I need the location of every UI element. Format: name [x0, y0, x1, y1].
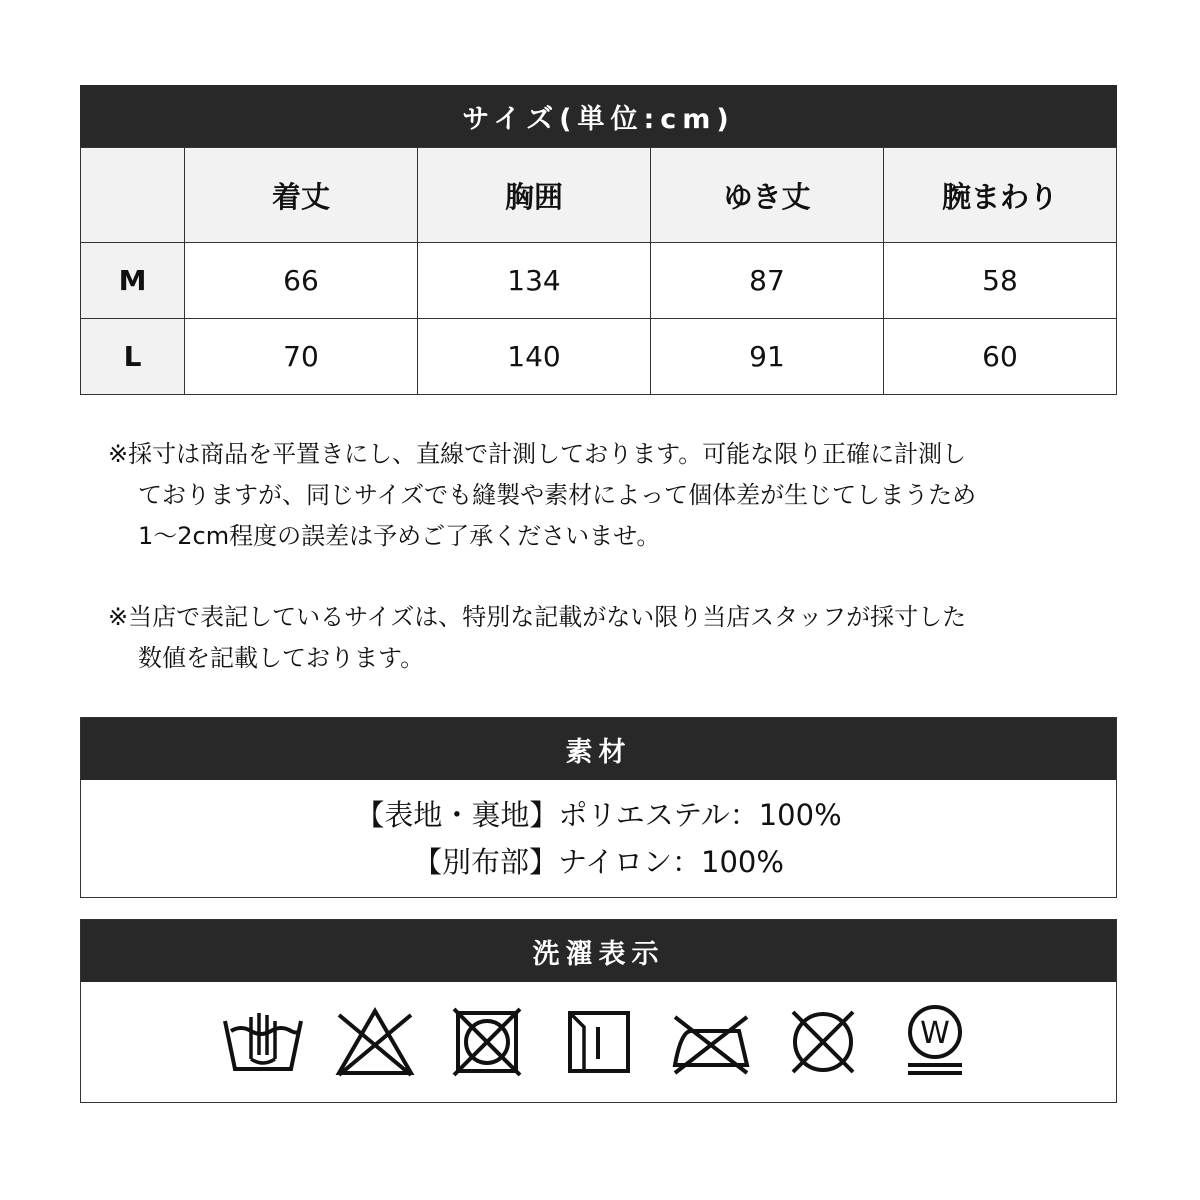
material-line: 【別布部】ナイロン：100% [413, 844, 784, 879]
table-cell: 87 [651, 243, 884, 319]
material-section [80, 717, 1117, 898]
material-line: 【表地・裏地】ポリエステル：100% [355, 797, 842, 832]
note-line: 数値を記載しております。 [138, 644, 425, 672]
row-label: M [81, 243, 185, 319]
table-cell: 140 [418, 319, 651, 395]
note-line: ※当店で表記しているサイズは、特別な記載がない限り当店スタッフが採寸した [108, 603, 967, 631]
table-cell: 66 [185, 243, 418, 319]
table-row [81, 319, 1117, 395]
table-header-row [81, 148, 1117, 243]
material-body [81, 780, 1116, 897]
size-section [80, 85, 1117, 395]
note-line: 1〜2cm程度の誤差は予めご了承くださいませ。 [138, 522, 661, 550]
column-header: 胸囲 [418, 148, 651, 243]
care-title: 洗濯表示 [81, 920, 1116, 982]
size-title: サイズ(単位:cm) [80, 85, 1117, 147]
size-table [80, 147, 1117, 395]
size-source-note [108, 597, 1108, 679]
corner-cell [81, 148, 185, 243]
no-iron-icon [655, 1002, 767, 1082]
no-bleach-icon [319, 1002, 431, 1082]
table-cell: 60 [884, 319, 1117, 395]
table-row [81, 243, 1117, 319]
care-icons [81, 982, 1116, 1102]
row-label: L [81, 319, 185, 395]
table-cell: 134 [418, 243, 651, 319]
care-section [80, 919, 1117, 1103]
no-dry-clean-icon [767, 1002, 879, 1082]
note-line: ※採寸は商品を平置きにし、直線で計測しております。可能な限り正確に計測し [108, 440, 967, 468]
measurement-note [108, 434, 1108, 557]
column-header: 着丈 [185, 148, 418, 243]
column-header: 腕まわり [884, 148, 1117, 243]
note-line: ておりますが、同じサイズでも縫製や素材によって個体差が生じてしまうため [138, 481, 977, 509]
hand-wash-icon [207, 1002, 319, 1082]
table-cell: 58 [884, 243, 1117, 319]
material-title: 素材 [81, 718, 1116, 780]
table-cell: 70 [185, 319, 418, 395]
column-header: ゆき丈 [651, 148, 884, 243]
table-cell: 91 [651, 319, 884, 395]
svg-text:W: W [919, 1016, 950, 1051]
wet-clean-very-mild-icon [879, 1002, 991, 1082]
no-tumble-dry-icon [431, 1002, 543, 1082]
line-dry-shade-icon [543, 1002, 655, 1082]
